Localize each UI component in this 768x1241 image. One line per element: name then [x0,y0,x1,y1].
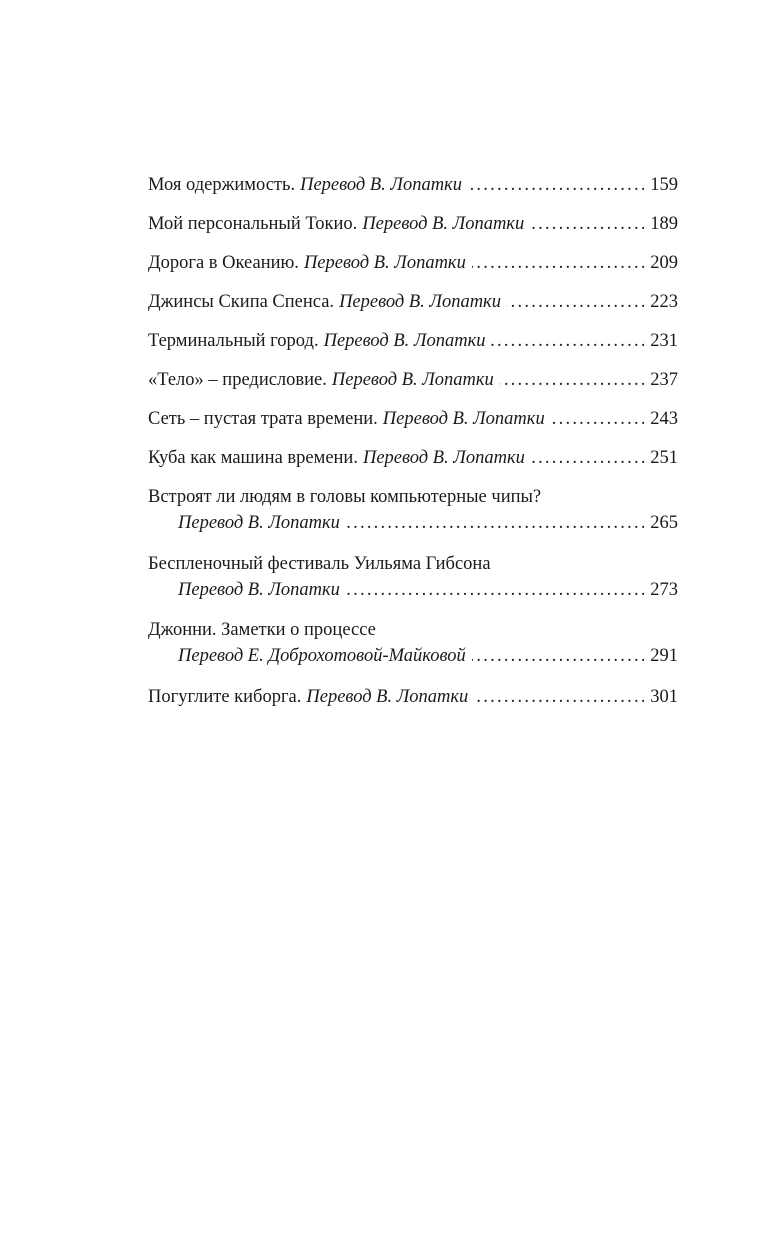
dot-leader [530,211,644,237]
toc-entry[interactable] [148,172,678,211]
toc-entry-page-number: 251 [650,448,678,468]
dot-leader [346,510,644,536]
toc-entry-page-number: 265 [650,513,678,533]
dot-leader [346,577,644,603]
toc-entry-title: Дорога в Океанию. [148,253,299,273]
toc-entry[interactable] [148,406,678,445]
toc-entry-title: Встроят ли людям в головы компьютерные чипы? [148,487,542,507]
toc-entry[interactable] [148,551,678,618]
toc-entry[interactable] [148,211,678,250]
toc-entry-translator: Перевод В. Лопатки [178,579,340,600]
toc-entry-translator: Перевод В. Лопатки [331,370,494,390]
toc-entry-translator: Перевод В. Лопатки [306,686,469,707]
toc-entry-page-number: 223 [650,292,678,312]
toc-entry[interactable] [148,367,678,406]
table-of-contents [148,172,678,723]
toc-entry-translator: Перевод Е. Доброхотовой-Майковой [178,646,466,666]
toc-entry-translator: Перевод В. Лопатки [300,175,462,195]
toc-entry-translator: Перевод В. Лопатки [362,214,525,234]
toc-entry[interactable] [148,250,678,289]
dot-leader [474,684,644,710]
toc-entry[interactable] [148,328,678,367]
toc-entry[interactable] [148,445,678,484]
toc-entry-title: Куба как машина времени. [148,448,358,468]
dot-leader [491,328,644,354]
dot-leader [468,172,644,198]
toc-entry-title: Погуглите киборга. [148,686,302,707]
toc-entry-title: Джинсы Скипа Спенса. [148,292,335,312]
toc-entry[interactable] [148,484,678,551]
dot-leader [472,250,644,276]
toc-entry-translator: Перевод В. Лопатки [323,331,486,351]
toc-entry-translator: Перевод В. Лопатки [382,409,545,429]
toc-entry-page-number: 301 [650,686,678,707]
toc-entry-page-number: 237 [650,370,678,390]
toc-entry-page-number: 159 [650,175,678,195]
toc-entry[interactable] [148,289,678,328]
toc-entry-title: Мой персональный Токио. [148,214,358,234]
toc-entry-translator: Перевод В. Лопатки [303,253,466,273]
toc-entry-title: Джонни. Заметки о процессе [148,620,376,640]
toc-entry-page-number: 231 [650,331,678,351]
toc-entry-title: Терминальный город. [148,331,319,351]
dot-leader [472,643,644,669]
toc-entry-title: Моя одержимость. [148,175,296,195]
toc-entry-title: «Тело» – предисловие. [148,370,327,390]
toc-entry-title: Беспленочный фестиваль Уильяма Гибсона [148,553,491,574]
toc-entry[interactable] [148,684,678,723]
toc-entry-translator: Перевод В. Лопатки [339,292,501,312]
toc-entry-title: Сеть – пустая трата времени. [148,409,378,429]
toc-entry[interactable] [148,617,678,684]
toc-entry-page-number: 209 [650,253,678,273]
dot-leader [507,289,644,315]
toc-entry-translator: Перевод В. Лопатки [362,448,525,468]
dot-leader [551,406,645,432]
toc-entry-translator: Перевод В. Лопатки [178,513,340,533]
toc-entry-page-number: 243 [650,409,678,429]
toc-entry-page-number: 291 [650,646,678,666]
dot-leader [531,445,644,471]
toc-entry-page-number: 273 [650,579,678,600]
toc-entry-page-number: 189 [650,214,678,234]
dot-leader [500,367,644,393]
